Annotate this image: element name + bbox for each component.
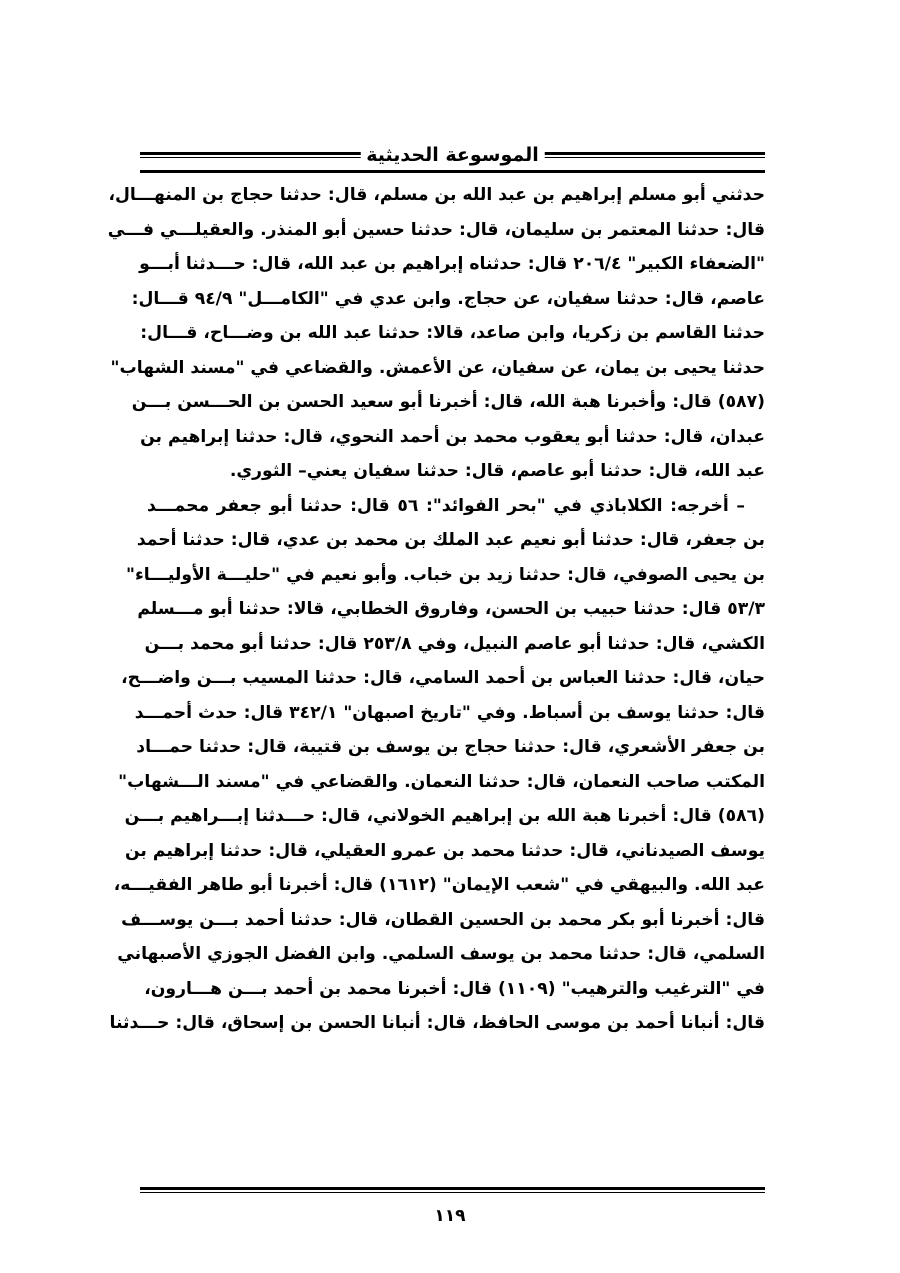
- header-title: الموسوعة الحديثية: [360, 140, 545, 170]
- footer-rules: [140, 1187, 765, 1197]
- text-line: بن جعفر، قال: حدثنا أبو نعيم عبد الملك بن محمد بن عدي، قال: حدثنا أحمد: [136, 530, 765, 550]
- page-number: ١١٩: [434, 1206, 466, 1226]
- text-line: عبد الله. والبيهقي في "شعب الإيمان" (١٦١٢) قال: أخبرنا أبو طاهر الفقيـــه،: [113, 875, 765, 895]
- text-line: بن يحيى الصوفي، قال: حدثنا زيد بن خباب. وأبو نعيم في "حليـــة الأوليـــاء": [126, 564, 765, 585]
- body-text: [107, 178, 765, 1041]
- text-line: (٥٨٦) قال: أخبرنا هبة الله بن إبراهيم الخولاني، قال: حـــدثنا إبـــراهيم بـــن: [124, 806, 765, 826]
- text-line: حيان، قال: حدثنا العباس بن أحمد السامي، قال: حدثنا المسيب بـــن واضـــح،: [121, 668, 765, 688]
- text-line: (٥٨٧) قال: وأخبرنا هبة الله، قال: أخبرنا أبو سعيد الحسن بن الحـــسن بـــن: [131, 392, 765, 412]
- text-line: قال: أنبانا أحمد بن موسى الحافظ، قال: أنبانا الحسن بن إسحاق، قال: حـــدثنا: [109, 1013, 765, 1033]
- text-line: حدثنا القاسم بن زكريا، وابن صاعد، قالا: حدثنا عبد الله بن وضـــاح، قـــال:: [140, 323, 765, 343]
- text-line: عبدان، قال: حدثنا أبو يعقوب محمد بن أحمد النحوي، قال: حدثنا إبراهيم بن: [140, 426, 765, 447]
- header-rule-left: [140, 152, 380, 158]
- text-line: عبد الله، قال: حدثنا أبو عاصم، قال: حدثنا سفيان يعني– الثوري.: [229, 461, 765, 481]
- text-line: حدثنا يحيى بن يمان، عن سفيان، عن الأعمش. والقضاعي في "مسند الشهاب": [110, 357, 765, 378]
- footer-rule-thick: [140, 1187, 765, 1190]
- header-rule-right: [525, 152, 765, 158]
- text-line: قال: أخبرنا أبو بكر محمد بن الحسين القطان، قال: حدثنا أحمد بـــن يوســـف: [121, 909, 765, 930]
- text-line: في "الترغيب والترهيب" (١١٠٩) قال: أخبرنا محمد بن أحمد بـــن هـــارون،: [144, 978, 765, 999]
- text-line: الكشي، قال: حدثنا أبو عاصم النبيل، وفي ٢٥٣/٨ قال: حدثنا أبو محمد بـــن: [144, 633, 765, 654]
- text-line: ٥٣/٣ قال: حدثنا حبيب بن الحسن، وفاروق الخطابي، قالا: حدثنا أبو مـــسلم: [137, 599, 765, 619]
- text-line: "الضعفاء الكبير" ٢٠٦/٤ قال: حدثناه إبراهيم بن عبد الله، قال: حـــدثنا أبـــو: [139, 254, 765, 274]
- text-line: عاصم، قال: حدثنا سفيان، عن حجاج. وابن عدي في "الكامـــل" ٩٤/٩ قـــال:: [131, 288, 765, 309]
- paragraph-start-line: – أخرجه: الكلاباذي في "بحر الفوائد": ٥٦ قال: حدثنا أبو جعفر محمـــد: [147, 495, 746, 516]
- text-line: قال: حدثنا يوسف بن أسباط. وفي "تاريخ اصبهان" ٣٤٢/١ قال: حدث أحمـــد: [134, 702, 765, 723]
- text-line: يوسف الصيدناني، قال: حدثنا محمد بن عمرو العقيلي، قال: حدثنا إبراهيم بن: [124, 840, 765, 861]
- text-line: المكتب صاحب النعمان، قال: حدثنا النعمان. والقضاعي في "مسند الـــشهاب": [118, 771, 765, 792]
- running-header: [140, 140, 765, 176]
- text-line: السلمي، قال: حدثنا محمد بن يوسف السلمي. وابن الفضل الجوزي الأصبهاني: [117, 944, 765, 964]
- header-rule-bottom: [140, 170, 765, 173]
- text-line: بن جعفر الأشعري، قال: حدثنا حجاج بن يوسف بن قتيبة، قال: حدثنا حمـــاد: [136, 737, 765, 757]
- text-line: قال: حدثنا المعتمر بن سليمان، قال: حدثنا حسين أبو المنذر. والعقيلـــي فـــي: [107, 219, 765, 240]
- text-line: حدثني أبو مسلم إبراهيم بن عبد الله بن مسلم، قال: حدثنا حجاج بن المنهـــال،: [108, 185, 765, 205]
- footer-rule-thin: [140, 1192, 765, 1193]
